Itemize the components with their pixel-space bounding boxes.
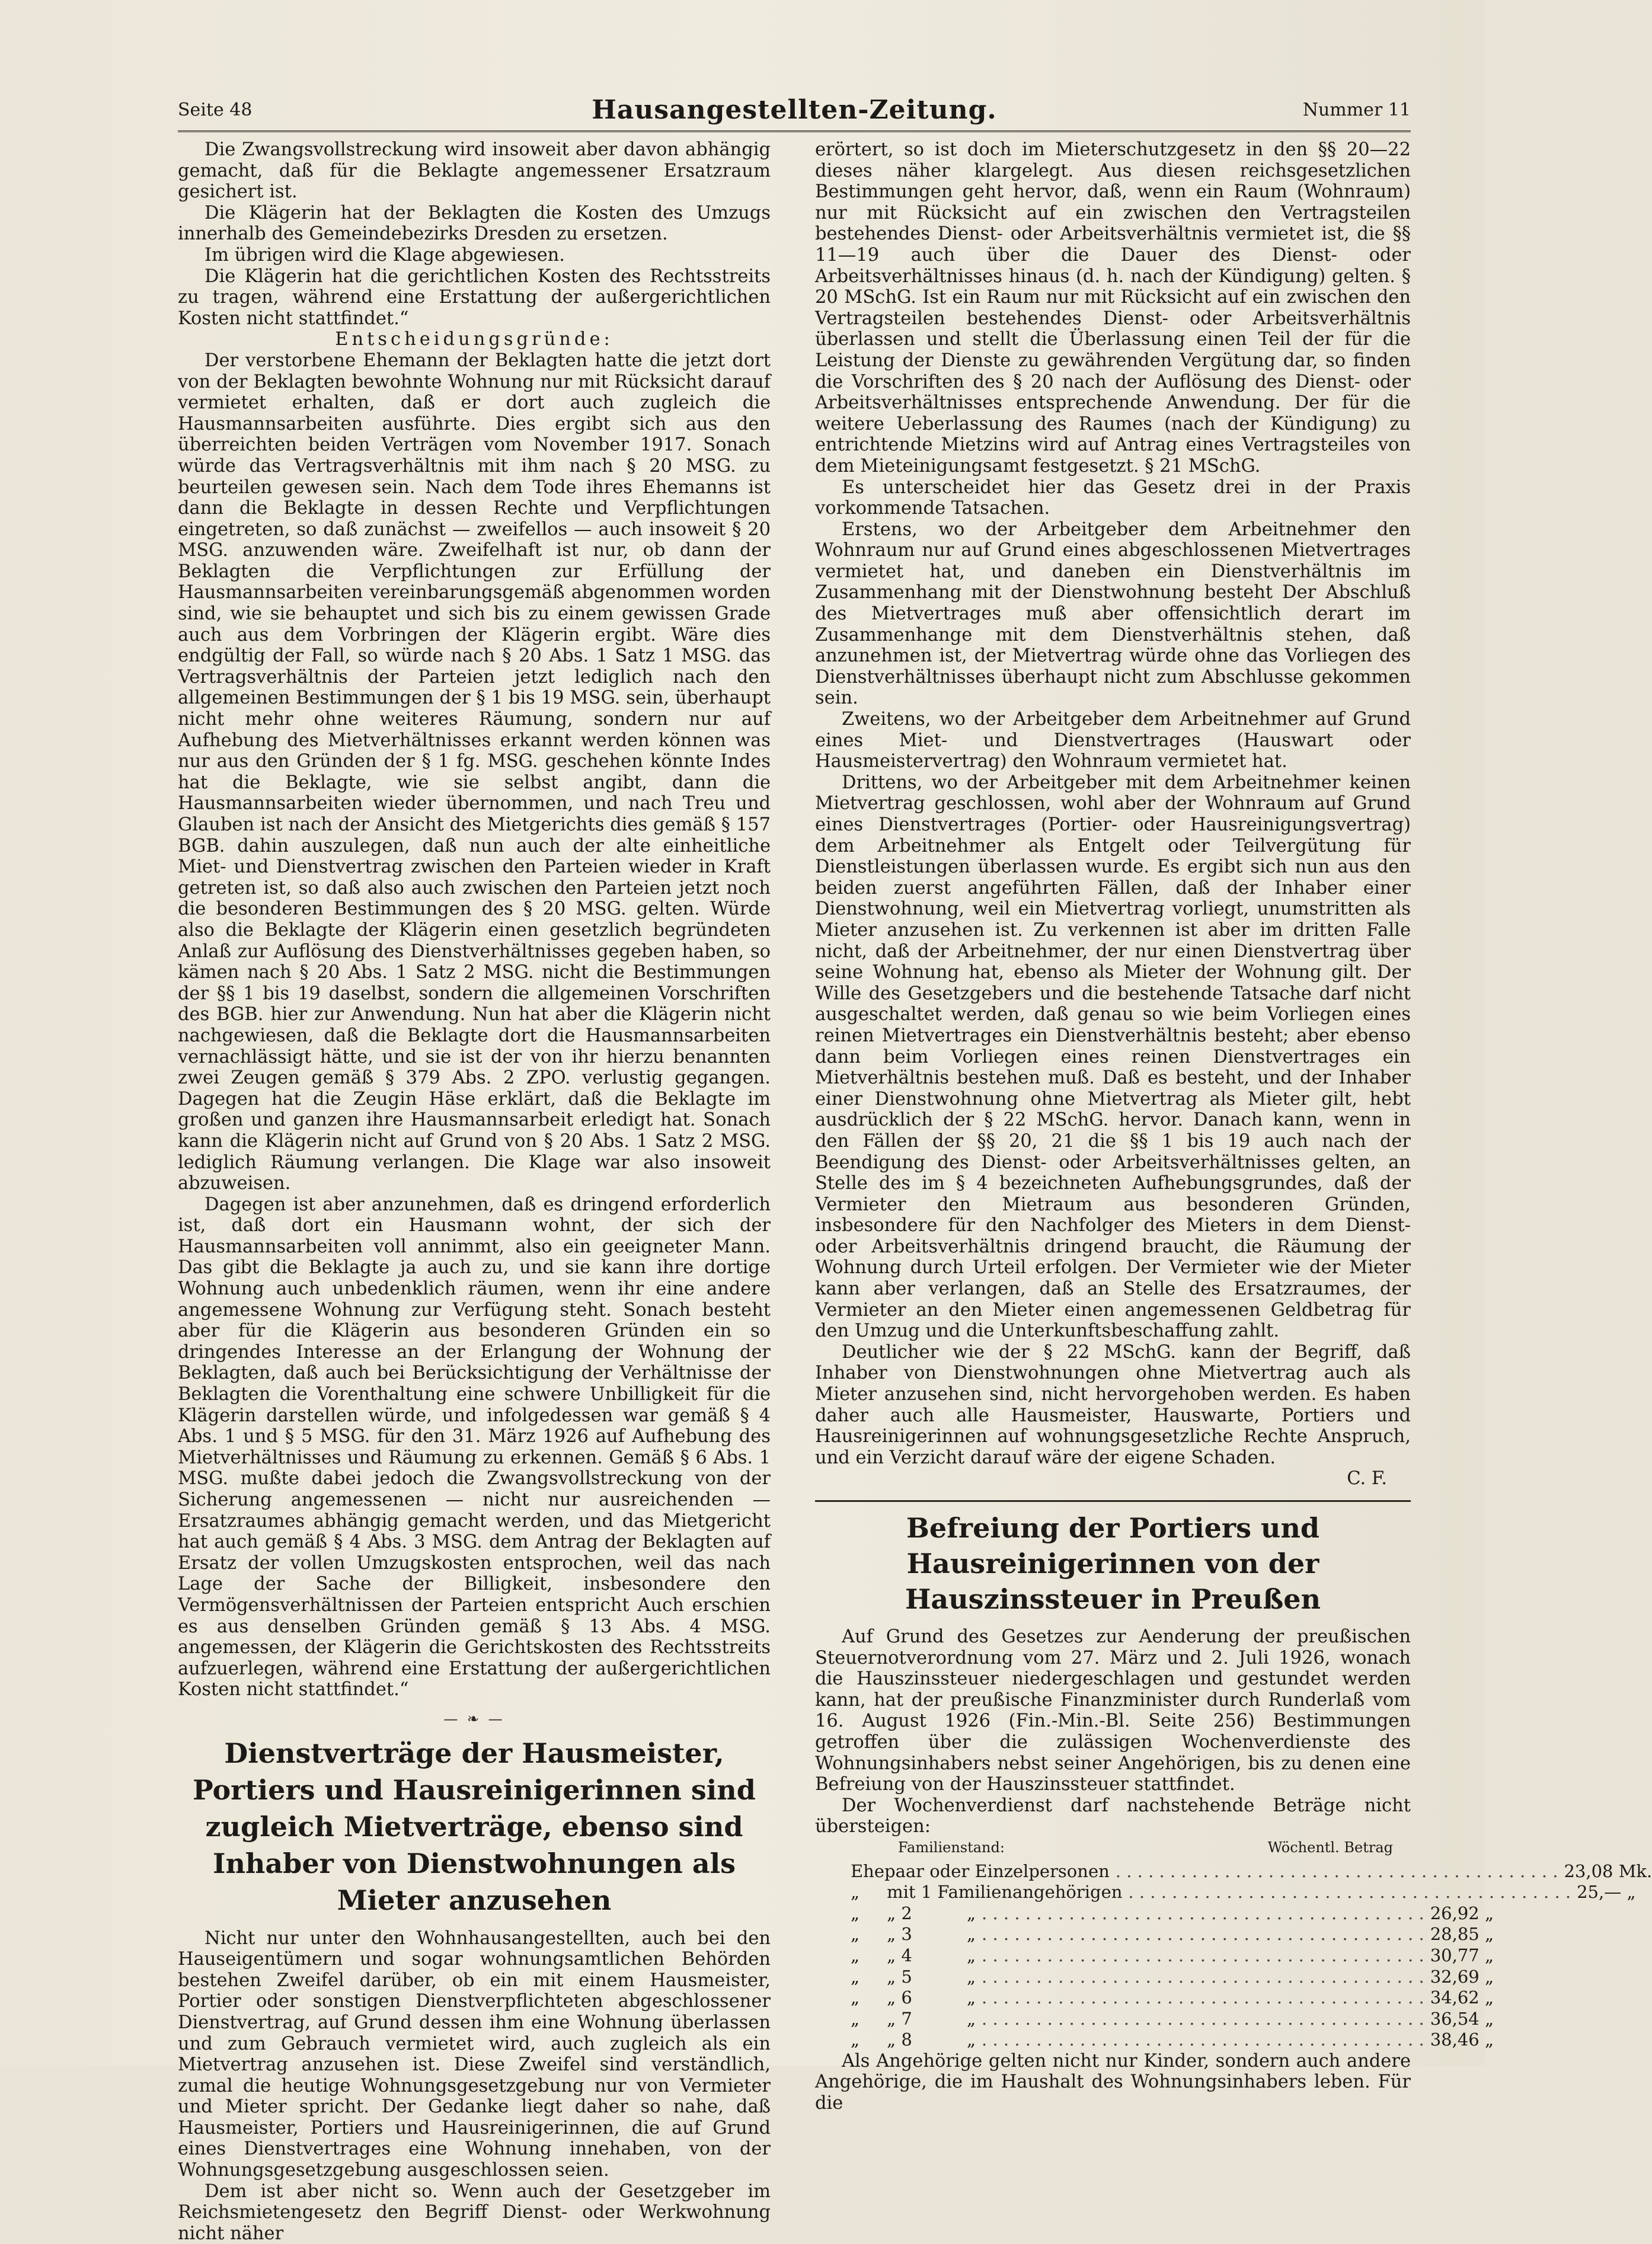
table-row bbox=[815, 1882, 1636, 1903]
leader-dots: . . . . . . . . . . . . . . . . . . . . . . . . . . . . . . . . . . . . . . . . . bbox=[982, 1945, 1424, 1965]
row-value: 28,85 „ bbox=[1430, 1924, 1494, 1945]
row-value: 23,08 Mk. bbox=[1564, 1861, 1652, 1881]
article-paragraph: Deutlicher wie der § 22 MSchG. kann der Begriff, daß Inhaber von Dienstwohnungen ohne Mietvertrag auch als Mieter anzusehen sind, nicht hervorgehoben werden. Es haben daher auch alle Hausmeister, Hauswarte, Portiers und Hausreinigerinnen auf wohnungsgesetzliche Rechte Anspruch, und ein Verzicht darauf wäre der eigene Schaden. bbox=[815, 1341, 1411, 1468]
article-paragraph: Erstens, wo der Arbeitgeber dem Arbeitnehmer den Wohnraum nur auf Grund eines abgeschlossenen Mietvertrages vermietet hat, und daneben ein Dienstverhältnis im Zusammenhang mit der Dienstwohnung besteht Der Abschluß des Mietvertrages muß aber offensichtlich derart im Zusammenhange mit dem Dienstverhältnis stehen, daß anzunehmen ist, der Mietvertrag würde ohne das Vorliegen des Dienstverhältnisses überhaupt nicht zum Abschlusse gekommen sein. bbox=[815, 519, 1411, 709]
row-label: „ „ 6 „ bbox=[851, 1987, 976, 2008]
newspaper-title: Hausangestellten-Zeitung. bbox=[592, 95, 997, 125]
row-value: 32,69 „ bbox=[1430, 1966, 1494, 1987]
row-label: „ „ 2 „ bbox=[851, 1903, 976, 1923]
table-row bbox=[815, 1861, 1652, 1882]
row-label: „ „ 8 „ bbox=[851, 2029, 976, 2050]
grounds-paragraph: Dagegen ist aber anzunehmen, daß es dringend erforderlich ist, daß dort ein Hausmann wohnt, der sich der Hausmannsarbeiten voll annimmt, also ein geeigneter Mann. Das gibt die Beklagte ja auch zu, und sie kann ihre dortige Wohnung auch unbedenklich räumen, wenn ihr eine andere angemessene Wohnung zur Verfügung steht. Sonach besteht aber für die Klägerin aus besonderen Gründen ein so dringendes Interesse an der Erlangung der Wohnung der Beklagten, daß auch bei Berücksichtigung der Verhältnisse der Beklagten die Vorenthaltung eine schwere Unbilligkeit für die Klägerin darstellen würde, und infolgedessen war gemäß § 4 Abs. 1 und § 5 MSG. für den 31. März 1926 auf Aufhebung des Mietverhältnisses und Räumung zu erkennen. Gemäß § 6 Abs. 1 MSG. mußte dabei jedoch die Zwangsvollstreckung von der Sicherung angemessenen — nicht nur ausreichenden — Ersatzraumes abhängig gemacht werden, und das Mietgericht hat auch gemäß § 4 Abs. 3 MSG. dem Antrag der Beklagten auf Ersatz der vollen Umzugskosten entsprochen, weil das nach Lage der Sache der Billigkeit, insbesondere den Vermögensverhältnissen der Parteien entspricht Auch erschien es aus denselben Gründen gemäß § 13 Abs. 4 MSG. angemessen, der Klägerin die Gerichtskosten des Rechtsstreits aufzuerlegen, während eine Erstattung der außergerichtlichen Kosten nicht stattfindet.“ bbox=[178, 1194, 771, 1700]
row-label: „ „ 7 „ bbox=[851, 2008, 976, 2029]
row-label: Ehepaar oder Einzelpersonen bbox=[851, 1861, 1110, 1881]
article-paragraph: Es unterscheidet hier das Gesetz drei in der Praxis vorkommende Tatsachen. bbox=[815, 477, 1411, 519]
article-paragraph: Drittens, wo der Arbeitgeber mit dem Arbeitnehmer keinen Mietvertrag geschlossen, wohl aber der Wohnraum auf Grund eines Dienstvertrages (Portier- oder Hausreinigungsvertrag) dem Arbeitnehmer als Entgelt oder Teilvergütung für Dienstleistungen überlassen wurde. Es ergibt sich nun aus den beiden zuerst angeführten Fällen, daß der Inhaber einer Dienstwohnung, weil ein Mietvertrag vorliegt, unumstritten als Mieter anzusehen ist. Zu verkennen ist aber im dritten Falle nicht, daß der Arbeitnehmer, der nur einen Dienstvertrag über seine Wohnung hat, ebenso als Mieter der Wohnung gilt. Der Wille des Gesetzgebers und die bestehende Tatsache darf nicht ausgeschaltet werden, daß genau so wie beim Vorliegen eines reinen Mietvertrages ein Dienstverhältnis besteht; aber ebenso dann beim Vorliegen eines reinen Dienstvertrages ein Mietverhältnis bestehen muß. Daß es besteht, und der Inhaber einer Dienstwohnung ohne Mietvertrag als Mieter gilt, hebt ausdrücklich der § 22 MSchG. hervor. Danach kann, wenn in den Fällen der §§ 20, 21 die §§ 1 bis 19 auch nach der Beendigung des Dienst- oder Arbeitsverhältnisses gelten, an Stelle des im § 4 bezeichneten Aufhebungsgrundes, daß der Vermieter den Mietraum aus besonderen Gründen, insbesondere für den Nachfolger des Mieters in dem Dienst- oder Arbeitsverhältnis dringend braucht, die Räumung der Wohnung durch Urteil erfolgen. Der Vermieter wie der Mieter kann aber verlangen, daß an Stelle des Ersatzraumes, der Vermieter an den Mieter einen angemessenen Geldbetrag für den Umzug und die Unterkunftsbeschaffung zahlt. bbox=[815, 772, 1411, 1342]
row-value: 36,54 „ bbox=[1430, 2008, 1494, 2029]
table-row bbox=[815, 1945, 1494, 1967]
grounds-heading: Entscheidungsgründe: bbox=[335, 329, 613, 350]
row-label: „ „ 3 „ bbox=[851, 1924, 976, 1945]
left-column bbox=[178, 139, 771, 2244]
row-value: 38,46 „ bbox=[1430, 2029, 1494, 2050]
row-value: 26,92 „ bbox=[1430, 1903, 1494, 1923]
article-paragraph: Der Wochenverdienst darf nachstehende Beträge nicht übersteigen: bbox=[815, 1795, 1411, 1837]
table-row bbox=[815, 1987, 1494, 2009]
article-paragraph: Als Angehörige gelten nicht nur Kinder, sondern auch andere Angehörige, die im Haushalt des Wohnungsinhabers leben. Für die bbox=[815, 2050, 1411, 2114]
article-paragraph: Nicht nur unter den Wohnhausangestellten, auch bei den Hauseigentümern und sogar wohnungsamtlichen Behörden bestehen Zweifel darüber, ob ein mit einem Hausmeister, Portier oder sonstigen Dienstverpflichteten abgeschlossener Dienstvertrag, auf Grund dessen ihm eine Wohnung überlassen und zum Gebrauch vermietet wird, auch zugleich als ein Mietvertrag anzusehen ist. Diese Zweifel sind verständlich, zumal die heutige Wohnungsgesetzgebung nur von Vermieter und Mieter spricht. Der Gedanke liegt daher so nahe, daß Hausmeister, Portiers und Hausreinigerinnen, die auf Grund eines Dienstvertrages eine Wohnung innehaben, von der Wohnungsgesetzgebung ausgeschlossen seien. bbox=[178, 1927, 771, 2181]
row-value: 34,62 „ bbox=[1430, 1987, 1494, 2008]
verdict-text: Die Klägerin hat der Beklagten die Kosten des Umzugs innerhalb des Gemeindebezirks Dresden zu ersetzen. bbox=[178, 202, 771, 245]
leader-dots: . . . . . . . . . . . . . . . . . . . . . . . . . . . . . . . . . . . . . . . . . bbox=[982, 1903, 1424, 1923]
article-paragraph: erörtert, so ist doch im Mieterschutzgesetz in den §§ 20—22 dieses näher klargelegt. Aus diesen reichsgesetzlichen Bestimmungen geht hervor, daß, wenn ein Raum (Wohnraum) nur mit Rücksicht auf ein zwischen den Vertragsteilen bestehendes Dienst- oder Arbeitsverhältnis vermietet ist, die §§ 11—19 auch über die Dauer des Dienst- oder Arbeitsverhältnisses hinaus (d. h. nach der Kündigung) gelten. § 20 MSchG. Ist ein Raum nur mit Rücksicht auf ein zwischen den Vertragsteilen bestehendes Dienst- oder Arbeitsverhältnis überlassen und stellt die Überlassung einen Teil der für die Leistung der Dienste zu gewährenden Vergütung dar, so finden die Vorschriften des § 20 nach der Auflösung des Dienst- oder Arbeitsverhältnisses entsprechende Anwendung. Der für die weitere Ueberlassung des Raumes (nach der Kündigung) zu entrichtende Mietzins wird auf Antrag eines Vertragsteiles von dem Mieteinigungsamt festgesetzt. § 21 MSchG. bbox=[815, 139, 1411, 477]
author-signature: C. F. bbox=[1347, 1468, 1387, 1489]
row-value: 25,— „ bbox=[1577, 1882, 1636, 1903]
table-row bbox=[815, 1924, 1494, 1945]
leader-dots: . . . . . . . . . . . . . . . . . . . . . . . . . . . . . . . . . . . . . . . . . bbox=[982, 1966, 1424, 1987]
article-headline: Dienstverträge der Hausmeister, Portiers und Hausreinigerinnen sind zugleich Mietverträge, ebenso sind Inhaber von Dienstwohnungen als Mieter anzusehen bbox=[193, 1737, 756, 1916]
verdict-text: Die Zwangsvollstreckung wird insoweit aber davon abhängig gemacht, daß für die Beklagte angemessener Ersatzraum gesichert ist. bbox=[178, 139, 771, 203]
article-paragraph: Dem ist aber nicht so. Wenn auch der Gesetzgeber im Reichsmietengesetz den Begriff Dienst- oder Werkwohnung nicht näher bbox=[178, 2181, 771, 2244]
article-paragraph: Auf Grund des Gesetzes zur Aenderung der preußischen Steuernotverordnung vom 27. März und 2. Juli 1926, wonach die Hauszinssteuer niedergeschlagen und gestundet werden kann, hat der preußische Finanzminister durch Runderlaß vom 16. August 1926 (Fin.-Min.-Bl. Seite 256) Bestimmungen getroffen über die zulässigen Wochenverdienste des Wohnungsinhabers nebst seiner Angehörigen, bis zu denen eine Befreiung von der Hauszinssteuer stattfindet. bbox=[815, 1626, 1411, 1795]
page-header bbox=[178, 89, 1411, 132]
leader-dots: . . . . . . . . . . . . . . . . . . . . . . . . . . . . . . . . . . . . . . . . . bbox=[982, 1924, 1424, 1945]
column-header: Wöchentl. Betrag bbox=[1267, 1839, 1393, 1856]
column-header: Familienstand: bbox=[898, 1839, 1005, 1856]
row-label: „ mit 1 Familienangehörigen bbox=[851, 1882, 1123, 1903]
leader-dots: . . . . . . . . . . . . . . . . . . . . . . . . . . . . . . . . . . . . . . . . . bbox=[982, 1987, 1424, 2008]
table-row bbox=[815, 1903, 1494, 1925]
leader-dots: . . . . . . . . . . . . . . . . . . . . . . . . . . . . . . . . . . . . . . . . . bbox=[982, 2008, 1424, 2029]
table-header bbox=[815, 1837, 1411, 1859]
verdict-text: Im übrigen wird die Klage abgewiesen. bbox=[204, 244, 565, 266]
grounds-paragraph: Der verstorbene Ehemann der Beklagten hatte die jetzt dort von der Beklagten bewohnte Wohnung nur mit Rücksicht darauf vermietet erhalten, daß er dort auch zugleich die Hausmannsarbeiten ausführte. Dies ergibt sich aus den überreichten beiden Verträgen vom November 1917. Sonach würde das Vertragsverhältnis mit ihm nach § 20 MSG. zu beurteilen gewesen sein. Nach dem Tode ihres Ehemanns ist dann die Beklagte in dessen Rechte und Verpflichtungen eingetreten, so daß zunächst — zweifellos — auch insoweit § 20 MSG. anzuwenden wäre. Zweifelhaft ist nur, ob dann der Beklagten die Verpflichtungen zur Erfüllung der Hausmannsarbeiten vereinbarungsgemäß abgenommen worden sind, wie sie behauptet und sich bis zu einem gewissen Grade auch aus dem Vorbringen der Klägerin ergibt. Wäre dies endgültig der Fall, so würde nach § 20 Abs. 1 Satz 1 MSG. das Vertragsverhältnis der Parteien jetzt lediglich nach den allgemeinen Bestimmungen der § 1 bis 19 MSG. sein, überhaupt nicht mehr ohne weiteres Räumung, sondern nur auf Aufhebung des Mietverhältnisses erkannt werden können was nur aus den Gründen der § 1 fg. MSG. geschehen könnte Indes hat die Beklagte, wie sie selbst angibt, dann die Hausmannsarbeiten wieder übernommen, und nach Treu und Glauben ist nach der Ansicht des Mietgerichts dies gemäß § 157 BGB. dahin auszulegen, daß nun auch der alte einheitliche Miet- und Dienstvertrag zwischen den Parteien wieder in Kraft getreten ist, so daß also auch zwischen den Parteien jetzt noch die besonderen Bestimmungen des § 20 MSG. gelten. Würde also die Beklagte der Klägerin einen gesetzlich begründeten Anlaß zur Auflösung des Dienstverhältnisses gegeben haben, so kämen nach § 20 Abs. 1 Satz 2 MSG. nicht die Bestimmungen der §§ 1 bis 19 daselbst, sondern die allgemeinen Vorschriften des BGB. hier zur Anwendung. Nun hat aber die Klägerin nicht nachgewiesen, daß die Beklagte dort die Hausmannsarbeiten vernachlässigt hätte, und sie ist der von ihr hierzu benannten zwei Zeugen gemäß § 379 Abs. 2 ZPO. verlustig gegangen. Dagegen hat die Zeugin Häse erklärt, daß die Beklagte im großen und ganzen ihre Hausmannsarbeit erledigt hat. Sonach kann die Klägerin nicht auf Grund von § 20 Abs. 1 Satz 2 MSG. lediglich Räumung verlangen. Die Klage war also insoweit abzuweisen. bbox=[178, 350, 771, 1194]
table-row bbox=[815, 2008, 1494, 2030]
page-number: Seite 48 bbox=[178, 100, 253, 120]
leader-dots: . . . . . . . . . . . . . . . . . . . . . . . . . . . . . . . . . . . . . . . . . bbox=[982, 2029, 1424, 2050]
right-column bbox=[815, 139, 1652, 2114]
table-row bbox=[815, 2029, 1494, 2051]
leader-dots: . . . . . . . . . . . . . . . . . . . . . . . . . . . . . . . . . . . . . . . . . bbox=[1128, 1882, 1571, 1903]
table-row bbox=[815, 1966, 1494, 1988]
row-label: „ „ 5 „ bbox=[851, 1966, 976, 1987]
article-paragraph: Zweitens, wo der Arbeitgeber dem Arbeitnehmer auf Grund eines Miet- und Dienstvertrages (Hauswart oder Hausmeistervertrag) den Wohnraum vermietet hat. bbox=[815, 709, 1411, 772]
income-table bbox=[815, 1837, 1652, 2051]
row-value: 30,77 „ bbox=[1430, 1945, 1494, 1965]
section-ornament: — ❧ — bbox=[443, 1710, 505, 1727]
row-label: „ „ 4 „ bbox=[851, 1945, 976, 1965]
leader-dots: . . . . . . . . . . . . . . . . . . . . . . . . . . . . . . . . . . . . . . . . . bbox=[1115, 1861, 1558, 1881]
verdict-text: Die Klägerin hat die gerichtlichen Kosten des Rechtsstreits zu tragen, während eine Erstattung der außergerichtlichen Kosten nicht stattfindet.“ bbox=[178, 266, 771, 329]
article-headline: Befreiung der Portiers und Hausreinigerinnen von der Hauszinssteuer in Preußen bbox=[905, 1512, 1321, 1615]
section-divider bbox=[815, 1500, 1411, 1502]
issue-number: Nummer 11 bbox=[1302, 100, 1411, 120]
